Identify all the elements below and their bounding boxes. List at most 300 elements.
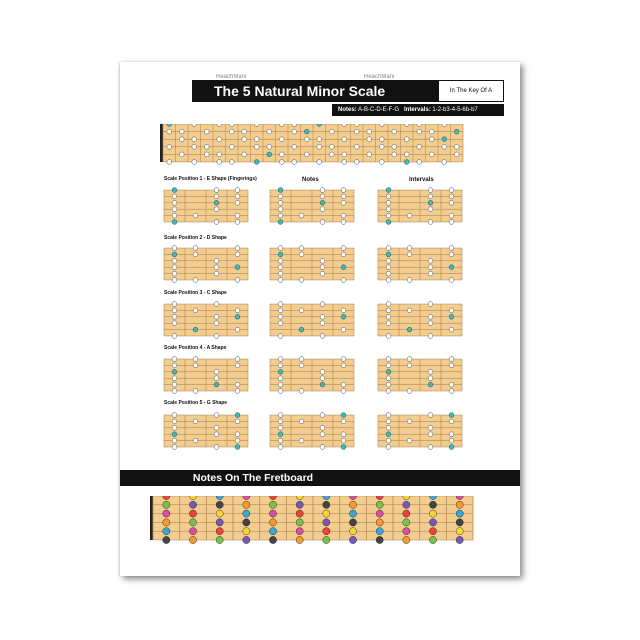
scale-note-dot: [449, 252, 454, 257]
root-note-dot: [172, 432, 177, 437]
scale-note-dot: [278, 200, 283, 205]
root-note-dot: [320, 382, 325, 387]
scale-diagram: [164, 357, 248, 394]
scale-note-dot: [193, 308, 198, 313]
fretboard-section-bar: [120, 470, 520, 486]
scale-note-dot: [428, 413, 433, 418]
fretboard-note-dot: [323, 536, 330, 543]
scale-note-dot: [304, 137, 309, 142]
scale-note-dot: [299, 389, 304, 394]
scale-note-dot: [407, 246, 412, 251]
scale-note-dot: [341, 363, 346, 368]
scale-note-dot: [278, 265, 283, 270]
root-note-dot: [172, 369, 177, 374]
scale-note-dot: [449, 308, 454, 313]
scale-note-dot: [407, 419, 412, 424]
fretboard-note-dot: [296, 536, 303, 543]
scale-note-dot: [341, 213, 346, 218]
scale-note-dot: [392, 152, 397, 157]
scale-note-dot: [386, 363, 391, 368]
scale-note-dot: [386, 334, 391, 339]
scale-note-dot: [214, 207, 219, 212]
scale-note-dot: [367, 129, 372, 134]
scale-note-dot: [449, 432, 454, 437]
scale-note-dot: [454, 152, 459, 157]
root-note-dot: [449, 445, 454, 450]
scale-note-dot: [341, 278, 346, 283]
scale-note-dot: [404, 152, 409, 157]
scale-note-dot: [428, 376, 433, 381]
scale-note-dot: [217, 152, 222, 157]
scale-note-dot: [217, 137, 222, 142]
scale-note-dot: [235, 432, 240, 437]
root-note-dot: [454, 129, 459, 134]
scale-note-dot: [407, 357, 412, 362]
scale-note-dot: [320, 302, 325, 307]
scale-note-dot: [299, 278, 304, 283]
scale-note-dot: [404, 137, 409, 142]
fretboard-note-dot: [163, 501, 170, 508]
fretboard-note-dot: [403, 501, 410, 508]
scale-note-dot: [278, 363, 283, 368]
scale-note-dot: [386, 413, 391, 418]
scale-note-dot: [235, 188, 240, 193]
fretboard-note-dot: [243, 519, 250, 526]
scale-note-dot: [214, 314, 219, 319]
root-note-dot: [320, 200, 325, 205]
scale-note-dot: [417, 129, 422, 134]
scale-note-dot: [428, 425, 433, 430]
scale-note-dot: [407, 308, 412, 313]
scale-note-dot: [299, 252, 304, 257]
scale-note-dot: [278, 278, 283, 283]
scale-note-dot: [449, 188, 454, 193]
fretboard-note-dot: [189, 510, 196, 517]
scale-note-dot: [367, 152, 372, 157]
scale-note-dot: [386, 321, 391, 326]
scale-note-dot: [320, 334, 325, 339]
scale-note-dot: [342, 160, 347, 165]
fretboard-note-dot: [429, 528, 436, 535]
root-note-dot: [172, 220, 177, 225]
scale-note-dot: [172, 445, 177, 450]
scale-note-dot: [217, 160, 222, 165]
scale-note-dot: [278, 445, 283, 450]
scale-note-dot: [317, 137, 322, 142]
scale-note-dot: [428, 445, 433, 450]
scale-note-dot: [386, 357, 391, 362]
fretboard-note-dot: [189, 501, 196, 508]
scale-note-dot: [379, 144, 384, 149]
scale-note-dot: [172, 425, 177, 430]
scale-note-dot: [449, 246, 454, 251]
fretboard-note-dot: [296, 528, 303, 535]
scale-note-dot: [320, 207, 325, 212]
scale-note-dot: [172, 382, 177, 387]
scale-note-dot: [329, 129, 334, 134]
scale-note-dot: [214, 265, 219, 270]
scale-note-dot: [449, 382, 454, 387]
scale-note-dot: [386, 258, 391, 263]
scale-note-dot: [235, 382, 240, 387]
fretboard-note-dot: [456, 536, 463, 543]
scale-note-dot: [449, 200, 454, 205]
scale-note-dot: [386, 389, 391, 394]
scale-note-dot: [299, 363, 304, 368]
scale-note-dot: [235, 438, 240, 443]
scale-note-dot: [235, 357, 240, 362]
scale-note-dot: [367, 137, 372, 142]
nut: [150, 496, 153, 540]
scale-note-dot: [449, 220, 454, 225]
root-note-dot: [386, 252, 391, 257]
scale-note-dot: [278, 302, 283, 307]
fretboard-note-dot: [243, 536, 250, 543]
intervals-value: 1-2-b3-4-5-6b-b7: [432, 107, 478, 113]
scale-note-dot: [278, 438, 283, 443]
scale-note-dot: [329, 152, 334, 157]
scale-diagram: [378, 357, 462, 394]
fretboard-note-dot: [243, 510, 250, 517]
scale-note-dot: [229, 129, 234, 134]
scale-note-dot: [235, 278, 240, 283]
scale-note-dot: [278, 194, 283, 199]
fretboard-note-dot: [349, 510, 356, 517]
scale-note-dot: [278, 376, 283, 381]
scale-note-dot: [172, 363, 177, 368]
scale-note-dot: [278, 213, 283, 218]
scale-note-dot: [172, 413, 177, 418]
root-note-dot: [428, 382, 433, 387]
scale-note-dot: [172, 265, 177, 270]
scale-note-dot: [204, 129, 209, 134]
scale-note-dot: [179, 137, 184, 142]
scale-note-dot: [320, 369, 325, 374]
fretboard-note-dot: [429, 519, 436, 526]
scale-note-dot: [167, 160, 172, 165]
nut: [160, 124, 163, 162]
scale-note-dot: [341, 438, 346, 443]
fretboard-note-dot: [403, 528, 410, 535]
scale-note-dot: [172, 357, 177, 362]
scale-note-dot: [214, 188, 219, 193]
scale-diagram: [270, 357, 354, 394]
scale-note-dot: [320, 432, 325, 437]
scale-note-dot: [428, 302, 433, 307]
scale-note-dot: [193, 357, 198, 362]
fretboard-note-dot: [296, 519, 303, 526]
scale-note-dot: [235, 419, 240, 424]
scale-note-dot: [386, 278, 391, 283]
scale-note-dot: [407, 278, 412, 283]
fretboard-note-dot: [269, 501, 276, 508]
scale-note-dot: [279, 137, 284, 142]
scale-note-dot: [299, 357, 304, 362]
position-label-1: Scale Position 1 - E Shape (Fingerings): [164, 176, 257, 182]
scale-note-dot: [449, 213, 454, 218]
scale-note-dot: [320, 425, 325, 430]
scale-note-dot: [172, 308, 177, 313]
scale-note-dot: [267, 129, 272, 134]
root-note-dot: [278, 369, 283, 374]
scale-note-dot: [214, 445, 219, 450]
scale-note-dot: [172, 389, 177, 394]
fretboard-note-dot: [323, 501, 330, 508]
scale-note-dot: [454, 144, 459, 149]
scale-note-dot: [428, 369, 433, 374]
scale-note-dot: [204, 144, 209, 149]
scale-note-dot: [278, 207, 283, 212]
root-note-dot: [278, 252, 283, 257]
scale-note-dot: [407, 213, 412, 218]
scale-note-dot: [392, 129, 397, 134]
column-head-intervals: Intervals: [409, 177, 434, 183]
notes-intervals-bar: [332, 104, 504, 116]
position-label-4: Scale Position 4 - A Shape: [164, 345, 227, 351]
root-note-dot: [386, 220, 391, 225]
fretboard-note-dot: [216, 528, 223, 535]
root-note-dot: [267, 152, 272, 157]
scale-note-dot: [428, 271, 433, 276]
scale-note-dot: [278, 246, 283, 251]
scale-note-dot: [172, 246, 177, 251]
scale-note-dot: [386, 308, 391, 313]
scale-note-dot: [386, 265, 391, 270]
scale-note-dot: [299, 213, 304, 218]
root-note-dot: [449, 413, 454, 418]
key-label: In The Key Of A: [438, 80, 504, 102]
scale-note-dot: [386, 200, 391, 205]
position-label-2: Scale Position 2 - D Shape: [164, 235, 227, 241]
scale-note-dot: [428, 220, 433, 225]
scale-diagrams-grid: [120, 182, 520, 482]
scale-note-dot: [341, 188, 346, 193]
scale-note-dot: [449, 278, 454, 283]
root-note-dot: [193, 327, 198, 332]
scale-note-dot: [320, 188, 325, 193]
fretboard-note-dot: [376, 536, 383, 543]
scale-note-dot: [379, 160, 384, 165]
root-note-dot: [449, 265, 454, 270]
scale-note-dot: [193, 278, 198, 283]
fretboard-note-dot: [216, 510, 223, 517]
scale-note-dot: [386, 382, 391, 387]
scale-note-dot: [386, 314, 391, 319]
scale-note-dot: [428, 258, 433, 263]
scale-note-dot: [320, 194, 325, 199]
scale-note-dot: [386, 419, 391, 424]
fretboard-note-dot: [243, 501, 250, 508]
scale-note-dot: [429, 152, 434, 157]
root-note-dot: [386, 369, 391, 374]
scale-note-dot: [341, 389, 346, 394]
scale-note-dot: [229, 144, 234, 149]
root-note-dot: [386, 432, 391, 437]
scale-diagram: [163, 124, 463, 164]
scale-note-dot: [172, 200, 177, 205]
root-note-dot: [214, 200, 219, 205]
scale-note-dot: [172, 438, 177, 443]
fretboard-note-dot: [403, 519, 410, 526]
scale-note-dot: [386, 271, 391, 276]
scale-diagram: [164, 246, 248, 283]
scale-note-dot: [407, 363, 412, 368]
scale-note-dot: [304, 152, 309, 157]
scale-note-dot: [214, 413, 219, 418]
scale-note-dot: [167, 144, 172, 149]
scale-note-dot: [341, 220, 346, 225]
scale-note-dot: [341, 327, 346, 332]
root-note-dot: [407, 327, 412, 332]
scale-diagram: [378, 246, 462, 283]
root-note-dot: [299, 327, 304, 332]
scale-note-dot: [214, 271, 219, 276]
scale-note-dot: [204, 152, 209, 157]
scale-note-dot: [320, 271, 325, 276]
scale-note-dot: [386, 194, 391, 199]
root-note-dot: [172, 188, 177, 193]
scale-note-dot: [386, 376, 391, 381]
scale-note-dot: [242, 137, 247, 142]
scale-note-dot: [341, 200, 346, 205]
scale-note-dot: [278, 425, 283, 430]
scale-note-dot: [235, 252, 240, 257]
scale-note-dot: [417, 160, 422, 165]
root-note-dot: [449, 314, 454, 319]
fretboard-note-dot: [349, 519, 356, 526]
watermark-right: ReachMani: [364, 74, 395, 80]
scale-note-dot: [214, 220, 219, 225]
scale-note-dot: [214, 258, 219, 263]
scale-note-dot: [428, 207, 433, 212]
scale-note-dot: [214, 425, 219, 430]
scale-note-dot: [392, 144, 397, 149]
root-note-dot: [214, 382, 219, 387]
scale-note-dot: [428, 432, 433, 437]
scale-note-dot: [354, 160, 359, 165]
notes-fretboard-diagram: [150, 496, 475, 557]
scale-note-dot: [278, 314, 283, 319]
fretboard-note-dot: [349, 501, 356, 508]
scale-note-dot: [341, 194, 346, 199]
scale-note-dot: [279, 152, 284, 157]
position-label-3: Scale Position 3 - C Shape: [164, 290, 227, 296]
scale-note-dot: [235, 327, 240, 332]
scale-diagram: [270, 246, 354, 283]
scale-note-dot: [172, 207, 177, 212]
scale-note-dot: [428, 314, 433, 319]
root-note-dot: [254, 160, 259, 165]
fretboard-note-dot: [189, 536, 196, 543]
scale-note-dot: [429, 137, 434, 142]
fretboard-note-dot: [403, 536, 410, 543]
root-note-dot: [278, 432, 283, 437]
scale-note-dot: [214, 369, 219, 374]
scale-note-dot: [354, 129, 359, 134]
fretboard-note-dot: [323, 528, 330, 535]
root-note-dot: [404, 160, 409, 165]
scale-note-dot: [449, 438, 454, 443]
scale-diagram: [378, 413, 462, 450]
fretboard-note-dot: [349, 528, 356, 535]
scale-note-dot: [278, 308, 283, 313]
root-note-dot: [235, 265, 240, 270]
scale-note-dot: [242, 129, 247, 134]
root-note-dot: [278, 188, 283, 193]
scale-note-dot: [172, 419, 177, 424]
scale-note-dot: [192, 137, 197, 142]
scale-note-dot: [320, 413, 325, 418]
scale-note-dot: [428, 194, 433, 199]
fretboard-note-dot: [163, 528, 170, 535]
scale-note-dot: [386, 302, 391, 307]
scale-note-dot: [235, 389, 240, 394]
scale-note-dot: [278, 334, 283, 339]
scale-note-dot: [267, 144, 272, 149]
fretboard-note-dot: [429, 510, 436, 517]
fretboard-note-dot: [269, 510, 276, 517]
scale-note-dot: [299, 246, 304, 251]
scale-note-dot: [235, 308, 240, 313]
root-note-dot: [235, 314, 240, 319]
scale-note-dot: [329, 144, 334, 149]
fretboard-note-dot: [376, 510, 383, 517]
full-neck-diagram: [160, 124, 466, 177]
scale-diagram: [378, 188, 462, 225]
scale-note-dot: [172, 194, 177, 199]
scale-note-dot: [254, 144, 259, 149]
scale-note-dot: [167, 129, 172, 134]
scale-note-dot: [214, 334, 219, 339]
scale-note-dot: [341, 246, 346, 251]
scale-note-dot: [172, 278, 177, 283]
scale-note-dot: [179, 129, 184, 134]
page-title: The 5 Natural Minor Scale Shapes: [192, 80, 438, 102]
fretboard-note-dot: [269, 528, 276, 535]
scale-note-dot: [299, 438, 304, 443]
scale-note-dot: [320, 314, 325, 319]
fretboard-note-dot: [243, 528, 250, 535]
watermark-left: ReachMani: [216, 74, 247, 80]
scale-note-dot: [214, 321, 219, 326]
scale-note-dot: [279, 160, 284, 165]
scale-note-dot: [229, 160, 234, 165]
fretboard-note-dot: [269, 536, 276, 543]
scale-note-dot: [428, 265, 433, 270]
scale-note-dot: [235, 194, 240, 199]
scale-note-dot: [278, 271, 283, 276]
fretboard-note-dot: [189, 519, 196, 526]
scale-note-dot: [235, 200, 240, 205]
fretboard-note-dot: [216, 536, 223, 543]
fretboard-note-dot: [323, 519, 330, 526]
scale-note-dot: [278, 382, 283, 387]
root-note-dot: [341, 445, 346, 450]
scale-diagram: [164, 413, 248, 450]
scale-note-dot: [442, 160, 447, 165]
scale-note-dot: [429, 129, 434, 134]
scale-note-dot: [320, 265, 325, 270]
scale-note-dot: [428, 188, 433, 193]
scale-note-dot: [214, 376, 219, 381]
fretboard-note-dot: [269, 519, 276, 526]
scale-note-dot: [320, 376, 325, 381]
scale-note-dot: [193, 438, 198, 443]
scale-note-dot: [235, 363, 240, 368]
scale-note-dot: [278, 258, 283, 263]
scale-diagram: [270, 302, 354, 339]
scale-note-dot: [179, 152, 184, 157]
